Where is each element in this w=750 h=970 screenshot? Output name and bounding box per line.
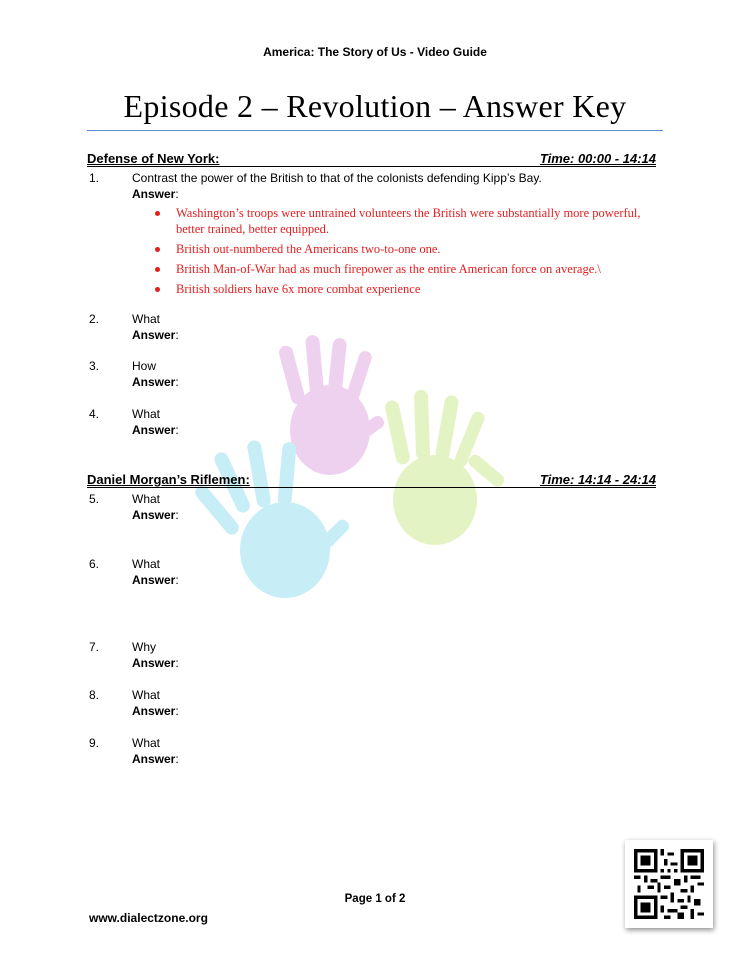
question-number: 7. bbox=[89, 640, 100, 654]
answer-bullet: Washington’s troops were untrained volunteers the British were substantially more powerful, better trained, better equipped. bbox=[155, 205, 655, 237]
question-text: What bbox=[132, 736, 161, 750]
qr-code-icon bbox=[634, 849, 704, 919]
answer-label: Answer: bbox=[132, 328, 179, 342]
question-text: What bbox=[132, 557, 161, 571]
bullet-icon bbox=[155, 211, 160, 216]
guide-header: America: The Story of Us - Video Guide bbox=[263, 45, 487, 59]
question-number: 8. bbox=[89, 688, 100, 702]
answer-label: Answer: bbox=[132, 656, 179, 670]
question-number: 3. bbox=[89, 359, 100, 373]
answer-label: Answer: bbox=[132, 423, 179, 437]
answer-label: Answer: bbox=[132, 375, 179, 389]
question-text: How bbox=[132, 359, 157, 373]
bullet-icon bbox=[155, 287, 160, 292]
page-number: Page 1 of 2 bbox=[344, 893, 406, 905]
bullet-icon bbox=[155, 247, 160, 252]
footer-url: www.dialectzone.org bbox=[89, 911, 208, 925]
answer-bullet: British Man-of-War had as much firepower as the entire American force on average.\ bbox=[155, 261, 655, 277]
page-title: Episode 2 – Revolution – Answer Key bbox=[123, 88, 627, 124]
question-number: 9. bbox=[89, 736, 100, 750]
section-time: Time: 00:00 - 14:14 bbox=[539, 151, 656, 166]
bullet-icon bbox=[155, 267, 160, 272]
section-title: Defense of New York: bbox=[87, 151, 220, 166]
answer-1-list bbox=[155, 205, 655, 301]
question-text: Why bbox=[132, 640, 156, 654]
section-time: Time: 14:14 - 24:14 bbox=[539, 472, 656, 487]
question-number: 6. bbox=[89, 557, 100, 571]
question-text: What bbox=[132, 312, 161, 326]
answer-label: Answer: bbox=[132, 573, 179, 587]
question-text: What bbox=[132, 492, 161, 506]
title-divider bbox=[87, 130, 663, 131]
question-text: Contrast the power of the British to that of the colonists defending Kipp’s Bay. bbox=[132, 171, 542, 185]
question-number: 5. bbox=[89, 492, 100, 506]
answer-label: Answer: bbox=[132, 187, 179, 201]
section-defense-of-new-york bbox=[87, 151, 656, 167]
question-text: What bbox=[132, 407, 161, 421]
question-number: 4. bbox=[89, 407, 100, 421]
answer-bullet: British out-numbered the Americans two-to-one one. bbox=[155, 241, 655, 257]
answer-bullet: British soldiers have 6x more combat experience bbox=[155, 281, 655, 297]
question-number: 1. bbox=[89, 171, 100, 185]
section-title: Daniel Morgan’s Riflemen: bbox=[87, 472, 250, 487]
question-number: 2. bbox=[89, 312, 100, 326]
answer-label: Answer: bbox=[132, 704, 179, 718]
answer-label: Answer: bbox=[132, 752, 179, 766]
qr-code bbox=[625, 840, 713, 928]
question-text: What bbox=[132, 688, 161, 702]
section-daniel-morgans-riflemen bbox=[87, 472, 656, 488]
answer-label: Answer: bbox=[132, 508, 179, 522]
